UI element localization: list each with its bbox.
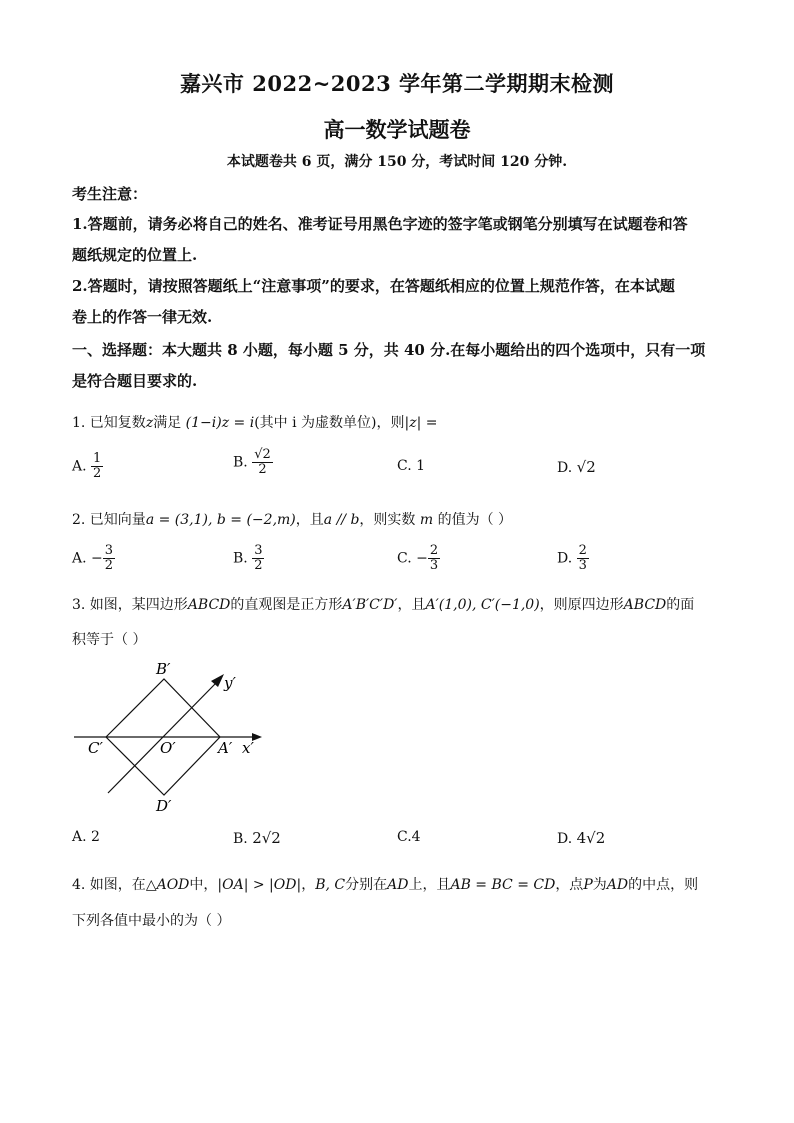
exam-title: 嘉兴市 2022~2023 学年第二学期期末检测 bbox=[179, 71, 615, 96]
q3-option-b: B. 2√2 bbox=[233, 829, 281, 847]
label-o: O′ bbox=[160, 739, 176, 757]
q1-option-c: C. 1 bbox=[397, 458, 426, 474]
label-y: y′ bbox=[224, 674, 236, 692]
q3-option-a: A. 2 bbox=[72, 829, 100, 845]
section1-line1: 一、选择题：本大题共 8 小题，每小题 5 分，共 40 分.在每小题给出的四个选项中，只有一项 bbox=[72, 341, 706, 359]
section1-line2: 是符合题目要求的. bbox=[72, 372, 198, 390]
q2-option-b: B. $\frac{3}{2}$ bbox=[233, 543, 263, 573]
notice-heading: 考生注意： bbox=[72, 185, 148, 203]
notice-item1-line2: 题纸规定的位置上. bbox=[72, 246, 198, 264]
exam-info: 本试题卷共 6 页，满分 150 分，考试时间 120 分钟. bbox=[226, 154, 568, 170]
question-1: 1. 已知复数z满足 (1−i)z = i(其中 i 为虚数单位)，则|z| = bbox=[72, 415, 438, 431]
label-x: x′ bbox=[242, 739, 254, 757]
q2-option-c: C. − $\frac{2}{3}$ bbox=[397, 543, 439, 573]
question-2: 2. 已知向量a = (3,1), b = (−2,m)，且a // b，则实数 m 的值为（ ） bbox=[72, 512, 513, 528]
q1-option-d: D. √2 bbox=[557, 458, 596, 476]
label-c: C′ bbox=[88, 739, 103, 757]
exam-subtitle: 高一数学试题卷 bbox=[323, 117, 471, 142]
question-4-line2: 下列各值中最小的为（ ） bbox=[72, 913, 231, 929]
notice-item2-line2: 卷上的作答一律无效. bbox=[72, 308, 213, 326]
q2-option-d: D. $\frac{2}{3}$ bbox=[557, 543, 587, 573]
y-axis bbox=[108, 683, 216, 793]
question-4-line1: 4. 如图，在△AOD中，|OA| > |OD|，B, C分别在AD上，且AB = BC = CD，点P为AD的中点，则 bbox=[72, 877, 699, 893]
question-3-line1: 3. 如图，某四边形ABCD的直观图是正方形A′B′C′D′，且A′(1,0), C′(−1,0)，则原四边形ABCD的面 bbox=[72, 597, 695, 613]
q3-option-c: C.4 bbox=[397, 829, 421, 845]
question-3-line2: 积等于（ ） bbox=[72, 632, 147, 648]
label-a: A′ bbox=[218, 739, 233, 757]
q3-option-d: D. 4√2 bbox=[557, 829, 606, 847]
q3-figure bbox=[70, 655, 270, 820]
q1-option-b: B. $\frac{√2}{2}$ bbox=[233, 447, 271, 477]
label-b: B′ bbox=[156, 660, 171, 678]
notice-item1-line1: 1.答题前，请务必将自己的姓名、准考证号用黑色字迹的签字笔或钢笔分别填写在试题卷和答 bbox=[72, 215, 688, 233]
q2-option-a: A. − $\frac{3}{2}$ bbox=[72, 543, 114, 573]
notice-item2-line1: 2.答题时，请按照答题纸上“注意事项”的要求，在答题纸相应的位置上规范作答，在本试题 bbox=[72, 277, 675, 295]
y-axis-arrow-icon bbox=[211, 674, 224, 687]
label-d: D′ bbox=[156, 797, 172, 815]
q1-option-a: A. $\frac{1}{2}$ bbox=[72, 451, 102, 481]
